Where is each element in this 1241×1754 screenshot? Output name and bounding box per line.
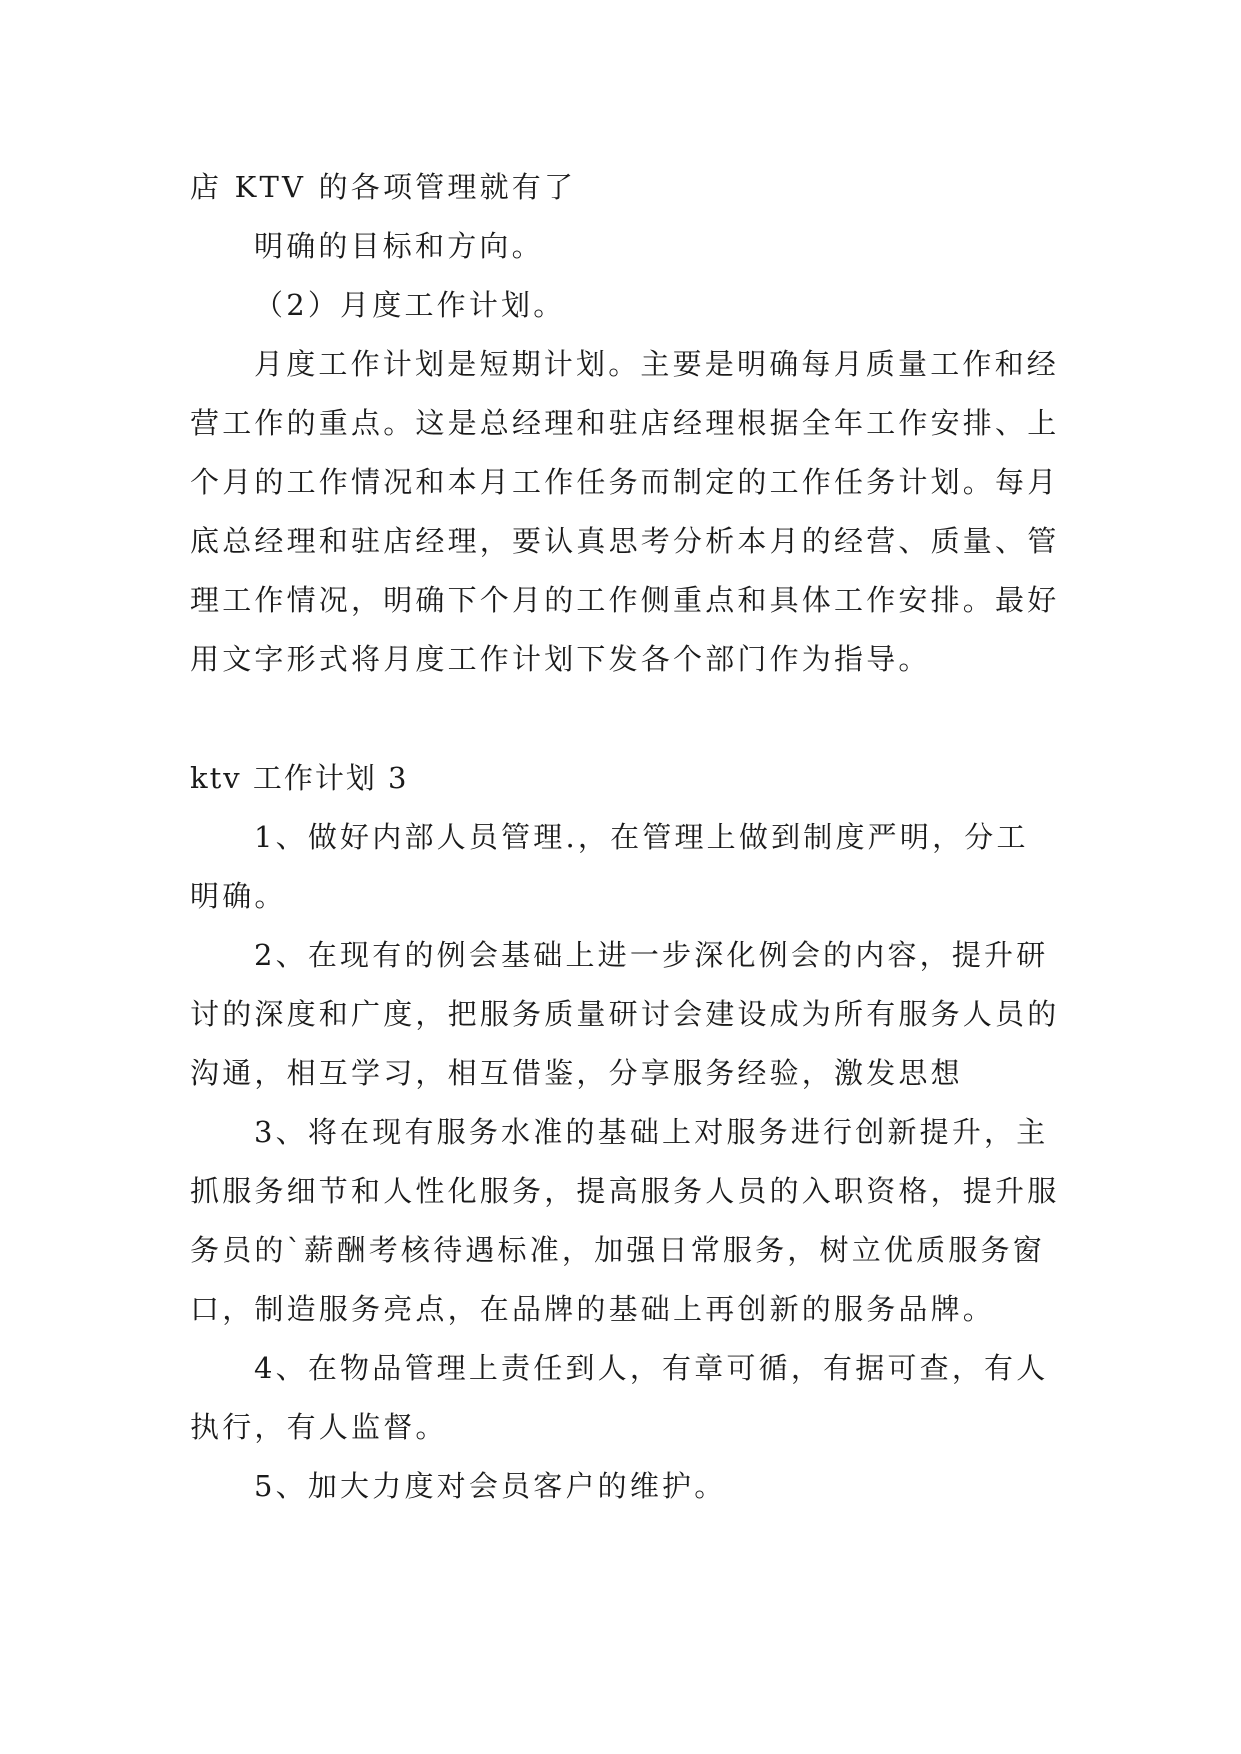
list-item-2: 2、在现有的例会基础上进一步深化例会的内容，提升研讨的深度和广度，把服务质量研讨会建设成为所有服务人员的沟通，相互学习，相互借鉴，分享服务经验，激发思想 [190,938,1060,1090]
paragraph-continuation: 店 KTV 的各项管理就有了 [190,170,577,204]
paragraph-monthly-plan: 月度工作计划是短期计划。主要是明确每月质量工作和经营工作的重点。这是总经理和驻店经理根据全年工作安排、上个月的工作情况和本月工作任务而制定的工作任务计划。每月底总经理和驻店经理，要认真思考分析本月的经营、质量、管理工作情况，明确下个月的工作侧重点和具体工作安排。最好用文字形式将月度工作计划下发各个部门作为指导。 [190,347,1060,676]
document-body [190,158,1060,1516]
list-item-5: 5、加大力度对会员客户的维护。 [254,1469,727,1503]
list-item-4: 4、在物品管理上责任到人，有章可循，有据可查，有人执行，有人监督。 [190,1351,1049,1444]
heading-ktv-plan-3: ktv 工作计划 3 [190,761,409,795]
section-title-monthly-plan: （2）月度工作计划。 [254,288,566,322]
list-item-1: 1、做好内部人员管理.，在管理上做到制度严明，分工明确。 [190,820,1029,913]
paragraph-goal: 明确的目标和方向。 [254,229,544,263]
list-item-3: 3、将在现有服务水准的基础上对服务进行创新提升，主抓服务细节和人性化服务，提高服务人员的入职资格，提升服务员的`薪酬考核待遇标准，加强日常服务，树立优质服务窗口，制造服务亮点，在品牌的基础上再创新的服务品牌。 [190,1115,1060,1326]
